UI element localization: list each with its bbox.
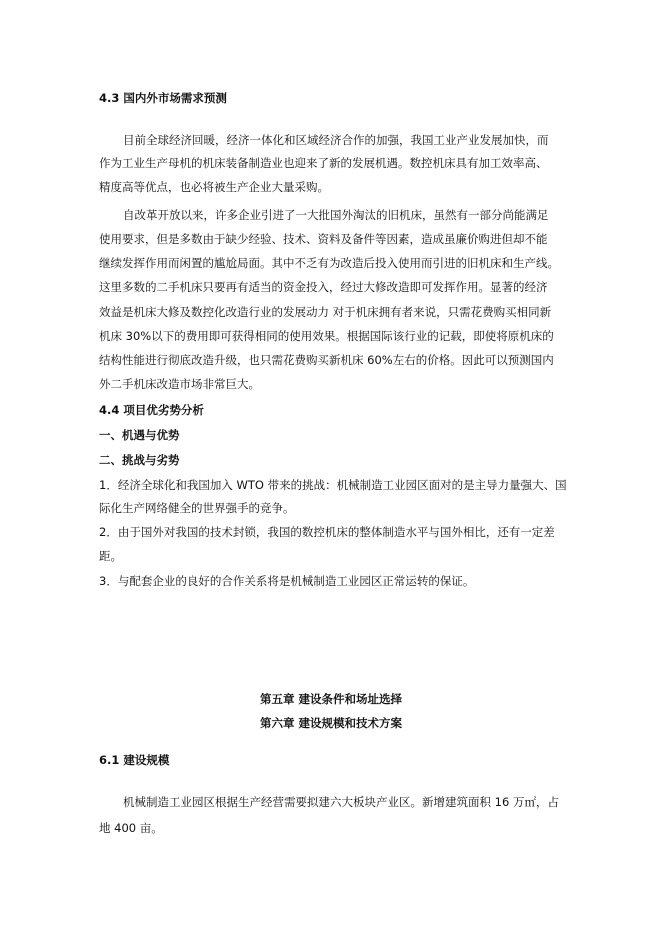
section-heading-4-4: 4.4 项目优劣势分析 (99, 403, 204, 417)
chapter-5-title: 第五章 建设条件和场址选择 (259, 692, 402, 706)
paragraph-line: 精度高等优点，也必将被生产企业大量采购。 (99, 180, 329, 194)
list-item-line: 距。 (99, 549, 122, 563)
paragraph-line: 目前全球经济回暖，经济一体化和区域经济合作的加强，我国工业产业发展加快，而 (123, 133, 549, 147)
paragraph-line: 这里多数的二手机床只要再有适当的资金投入，经过大修改造即可发挥作用。显著的经济 (99, 280, 548, 294)
paragraph-line: 效益是机床大修及数控化改造行业的发展动力 对于机床拥有者来说，只需花费购买相同新 (99, 305, 552, 319)
subheading-challenges: 二、挑战与劣势 (99, 453, 180, 467)
list-item-line: 际化生产网络健全的世界强手的竞争。 (99, 501, 295, 515)
paragraph-line: 作为工业生产母机的机床装备制造业也迎来了新的发展机遇。数控机床具有加工效率高、 (99, 156, 548, 170)
paragraph-line: 自改革开放以来，许多企业引进了一大批国外淘汰的旧机床，虽然有一部分尚能满足 (123, 208, 549, 222)
paragraph-line: 结构性能进行彻底改造升级，也只需花费购买新机床 60%左右的价格。因此可以预测国内 (99, 353, 554, 367)
subheading-opportunities: 一、机遇与优势 (99, 428, 180, 442)
chapter-6-title: 第六章 建设规模和技术方案 (259, 716, 402, 730)
paragraph-line: 继续发挥作用而闲置的尴尬局面。其中不乏有为改造后投入使用而引进的旧机床和生产线。 (99, 256, 559, 270)
paragraph-line: 机械制造工业园区根据生产经营需要拟建六大板块产业区。新增建筑面积 16 万㎡，占 (123, 795, 559, 809)
paragraph-line: 机床 30%以下的费用即可获得相同的使用效果。根据国际该行业的记载，即使将原机床的 (99, 329, 554, 343)
paragraph-line: 使用要求，但是多数由于缺少经验、技术、资料及备件等因素，造成虽廉价购进但却不能 (99, 232, 548, 246)
list-item-line: 1．经济全球化和我国加入 WTO 带来的挑战：机械制造工业园区面对的是主导力量强大、国 (99, 478, 567, 492)
list-item-line: 2．由于国外对我国的技术封锁，我国的数控机床的整体制造水平与国外相比，还有一定差 (99, 525, 555, 539)
section-heading-6-1: 6.1 建设规模 (99, 753, 170, 767)
paragraph-line: 地 400 亩。 (99, 821, 163, 835)
section-heading-4-3: 4.3 国内外市场需求预测 (99, 91, 227, 105)
paragraph-line: 外二手机床改造市场非常巨大。 (99, 377, 260, 391)
list-item-line: 3．与配套企业的良好的合作关系将是机械制造工业园区正常运转的保证。 (99, 574, 475, 588)
